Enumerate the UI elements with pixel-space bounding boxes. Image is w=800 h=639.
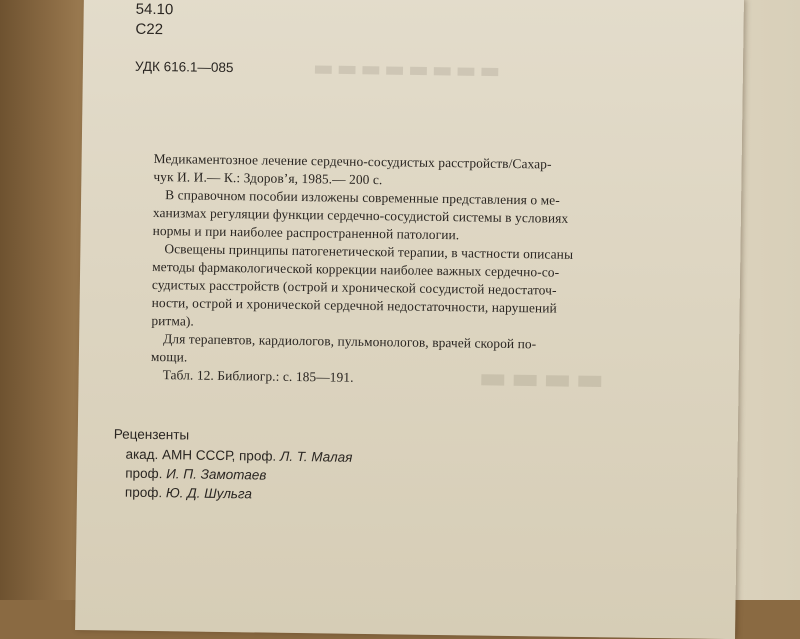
annotation-line: мощи. bbox=[150, 348, 188, 365]
reviewer-name: И. П. Замотаев bbox=[166, 466, 267, 483]
annotation-line: Освещены принципы патогенетической терапии, в частности описаны bbox=[164, 241, 574, 262]
bbk-code: 54.10 bbox=[135, 0, 174, 19]
reviewer-title: акад. АМН СССР, проф. bbox=[125, 446, 281, 464]
annotation-line: нормы и при наиболее распространенной патологии. bbox=[152, 222, 460, 243]
reviewer-name: Ю. Д. Шульга bbox=[165, 485, 253, 502]
annotation-line: Для терапевтов, кардиологов, пульмонологов, врачей скорой по- bbox=[163, 331, 537, 352]
reviewer-title: проф. bbox=[124, 484, 167, 501]
annotation-line: Табл. 12. Библиогр.: с. 185—191. bbox=[162, 367, 354, 385]
cutter-code: С22 bbox=[135, 20, 164, 39]
reviewer-line bbox=[125, 466, 266, 483]
annotation-line: методы фармакологической коррекции наиболее важных сердечно-со- bbox=[152, 258, 560, 280]
annotation-line: ханизмах регуляции функции сердечно-сосудистой системы в условиях bbox=[152, 204, 569, 226]
annotation-line: чук И. И.— К.: Здоров’я, 1985.— 200 с. bbox=[153, 168, 383, 188]
bleed-through-mark: ▬▬▬▬ bbox=[478, 360, 609, 398]
book-page bbox=[75, 0, 744, 639]
bleed-through-mark: ▬▬▬▬▬▬▬▬ bbox=[312, 55, 504, 84]
annotation-line: ности, острой и хронической сердечной недостаточности, нарушений bbox=[151, 294, 557, 316]
annotation-line: Медикаментозное лечение сердечно-сосудистых расстройств/Сахар- bbox=[153, 150, 552, 172]
reviewer-line bbox=[125, 447, 352, 465]
reviewer-title: проф. bbox=[125, 465, 167, 482]
annotation-line: судистых расстройств (острой и хронической сосудистой недостаточ- bbox=[151, 276, 557, 298]
annotation-line: ритма). bbox=[151, 312, 195, 329]
annotation-line: В справочном пособии изложены современные представления о ме- bbox=[165, 187, 560, 208]
reviewer-name: Л. Т. Малая bbox=[279, 448, 353, 465]
reviewers-heading: Рецензенты bbox=[113, 426, 190, 443]
reviewer-line bbox=[125, 485, 252, 502]
book-cover-edge bbox=[0, 0, 86, 600]
udk-code: УДК 616.1—085 bbox=[134, 58, 234, 76]
